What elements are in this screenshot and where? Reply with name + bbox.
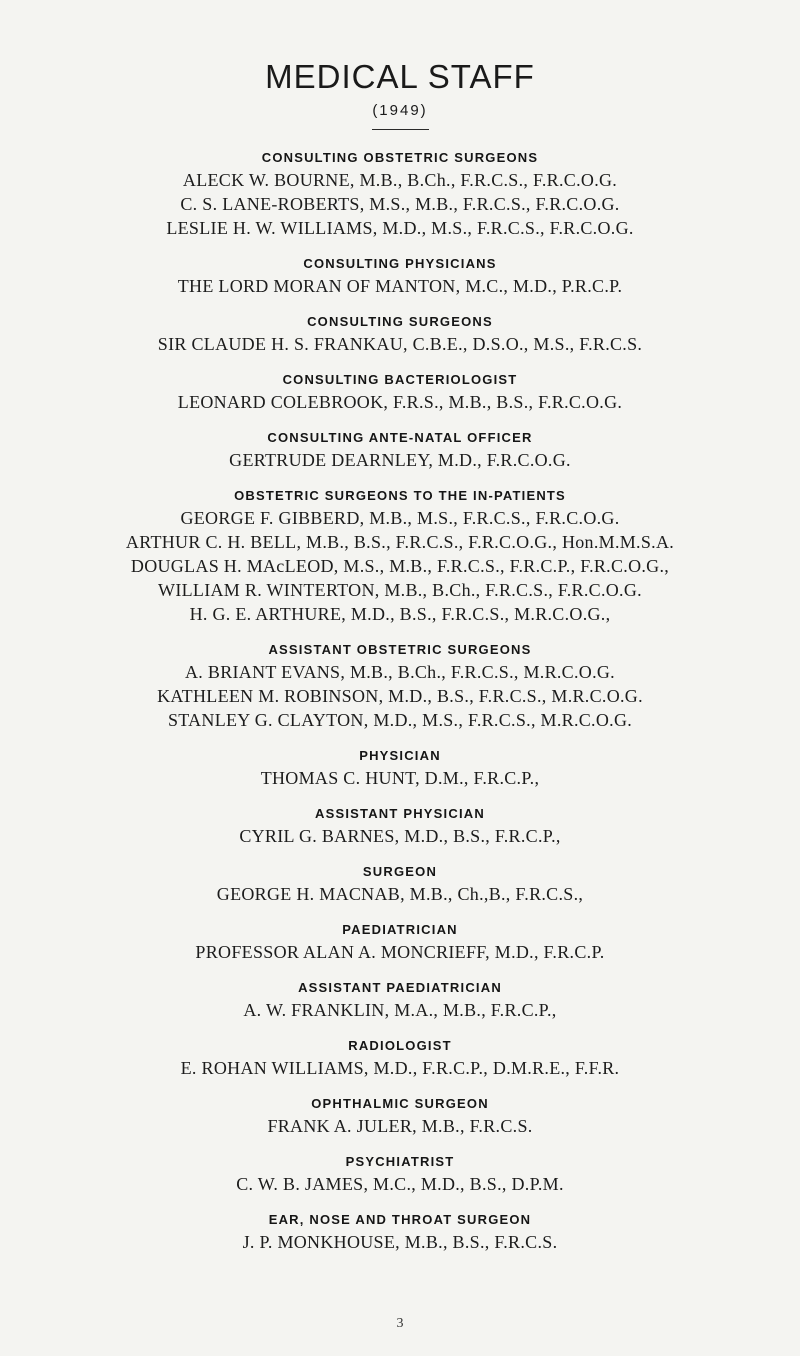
section-heading: CONSULTING PHYSICIANS xyxy=(303,256,497,271)
staff-member-name: GERTRUDE DEARNLEY, M.D., F.R.C.O.G. xyxy=(229,450,571,470)
section-heading: EAR, NOSE AND THROAT SURGEON xyxy=(268,1212,532,1227)
staff-section xyxy=(0,254,800,298)
title-divider xyxy=(372,129,429,130)
staff-section xyxy=(0,920,800,964)
section-heading: ASSISTANT OBSTETRIC SURGEONS xyxy=(268,642,532,657)
section-heading: CONSULTING ANTE-NATAL OFFICER xyxy=(267,430,533,445)
staff-section xyxy=(0,148,800,240)
staff-member-name: DOUGLAS H. MAcLEOD, M.S., M.B., F.R.C.S., F.R.C.P., F.R.C.O.G., xyxy=(130,556,670,576)
section-heading: CONSULTING BACTERIOLOGIST xyxy=(282,372,518,387)
section-heading: ASSISTANT PAEDIATRICIAN xyxy=(298,980,502,995)
staff-section xyxy=(0,862,800,906)
staff-section xyxy=(0,1036,800,1080)
staff-member-name: GEORGE F. GIBBERD, M.B., M.S., F.R.C.S., F.R.C.O.G. xyxy=(180,508,620,528)
staff-section xyxy=(0,1094,800,1138)
staff-member-name: GEORGE H. MACNAB, M.B., Ch.,B., F.R.C.S., xyxy=(216,884,584,904)
staff-section xyxy=(0,1210,800,1254)
staff-member-name: A. BRIANT EVANS, M.B., B.Ch., F.R.C.S., M.R.C.O.G. xyxy=(185,662,615,682)
staff-member-name: A. W. FRANKLIN, M.A., M.B., F.R.C.P., xyxy=(243,1000,557,1020)
staff-member-name: ALECK W. BOURNE, M.B., B.Ch., F.R.C.S., F.R.C.O.G. xyxy=(182,170,618,190)
staff-member-name: WILLIAM R. WINTERTON, M.B., B.Ch., F.R.C.S., F.R.C.O.G. xyxy=(158,580,642,600)
staff-member-name: CYRIL G. BARNES, M.D., B.S., F.R.C.P., xyxy=(239,826,561,846)
staff-section xyxy=(0,312,800,356)
staff-member-name: FRANK A. JULER, M.B., F.R.C.S. xyxy=(267,1116,533,1136)
staff-member-name: THE LORD MORAN OF MANTON, M.C., M.D., P.R.C.P. xyxy=(177,276,623,296)
staff-member-name: LESLIE H. W. WILLIAMS, M.D., M.S., F.R.C.S., F.R.C.O.G. xyxy=(166,218,634,238)
staff-member-name: E. ROHAN WILLIAMS, M.D., F.R.C.P., D.M.R.E., F.F.R. xyxy=(180,1058,620,1078)
section-heading: OPHTHALMIC SURGEON xyxy=(311,1096,489,1111)
staff-member-name: C. S. LANE-ROBERTS, M.S., M.B., F.R.C.S., F.R.C.O.G. xyxy=(180,194,620,214)
section-heading: CONSULTING OBSTETRIC SURGEONS xyxy=(261,150,539,165)
page-year: (1949) xyxy=(372,102,428,119)
staff-section xyxy=(0,486,800,626)
staff-member-name: C. W. B. JAMES, M.C., M.D., B.S., D.P.M. xyxy=(236,1174,564,1194)
page-number: 3 xyxy=(396,1316,404,1331)
section-heading: RADIOLOGIST xyxy=(348,1038,452,1053)
section-heading: PSYCHIATRIST xyxy=(345,1154,455,1169)
staff-member-name: KATHLEEN M. ROBINSON, M.D., B.S., F.R.C.S., M.R.C.O.G. xyxy=(157,686,643,706)
staff-member-name: ARTHUR C. H. BELL, M.B., B.S., F.R.C.S., F.R.C.O.G., Hon.M.M.S.A. xyxy=(125,532,675,552)
section-heading: ASSISTANT PHYSICIAN xyxy=(315,806,485,821)
staff-section xyxy=(0,746,800,790)
section-heading: OBSTETRIC SURGEONS TO THE IN-PATIENTS xyxy=(234,488,566,503)
page-title: MEDICAL STAFF xyxy=(265,58,535,95)
staff-member-name: H. G. E. ARTHURE, M.D., B.S., F.R.C.S., M.R.C.O.G., xyxy=(189,604,611,624)
staff-section xyxy=(0,1152,800,1196)
staff-member-name: LEONARD COLEBROOK, F.R.S., M.B., B.S., F.R.C.O.G. xyxy=(177,392,623,412)
staff-section xyxy=(0,804,800,848)
section-heading: PAEDIATRICIAN xyxy=(342,922,458,937)
staff-member-name: SIR CLAUDE H. S. FRANKAU, C.B.E., D.S.O., M.S., F.R.C.S. xyxy=(157,334,643,354)
staff-member-name: J. P. MONKHOUSE, M.B., B.S., F.R.C.S. xyxy=(242,1232,558,1252)
section-heading: CONSULTING SURGEONS xyxy=(307,314,493,329)
staff-member-name: PROFESSOR ALAN A. MONCRIEFF, M.D., F.R.C.P. xyxy=(195,942,605,962)
staff-section xyxy=(0,978,800,1022)
staff-member-name: THOMAS C. HUNT, D.M., F.R.C.P., xyxy=(260,768,540,788)
staff-list xyxy=(0,148,800,1254)
staff-member-name: STANLEY G. CLAYTON, M.D., M.S., F.R.C.S., M.R.C.O.G. xyxy=(167,710,633,730)
section-heading: SURGEON xyxy=(362,864,438,879)
staff-section xyxy=(0,428,800,472)
staff-section xyxy=(0,370,800,414)
section-heading: PHYSICIAN xyxy=(359,748,441,763)
staff-section xyxy=(0,640,800,732)
